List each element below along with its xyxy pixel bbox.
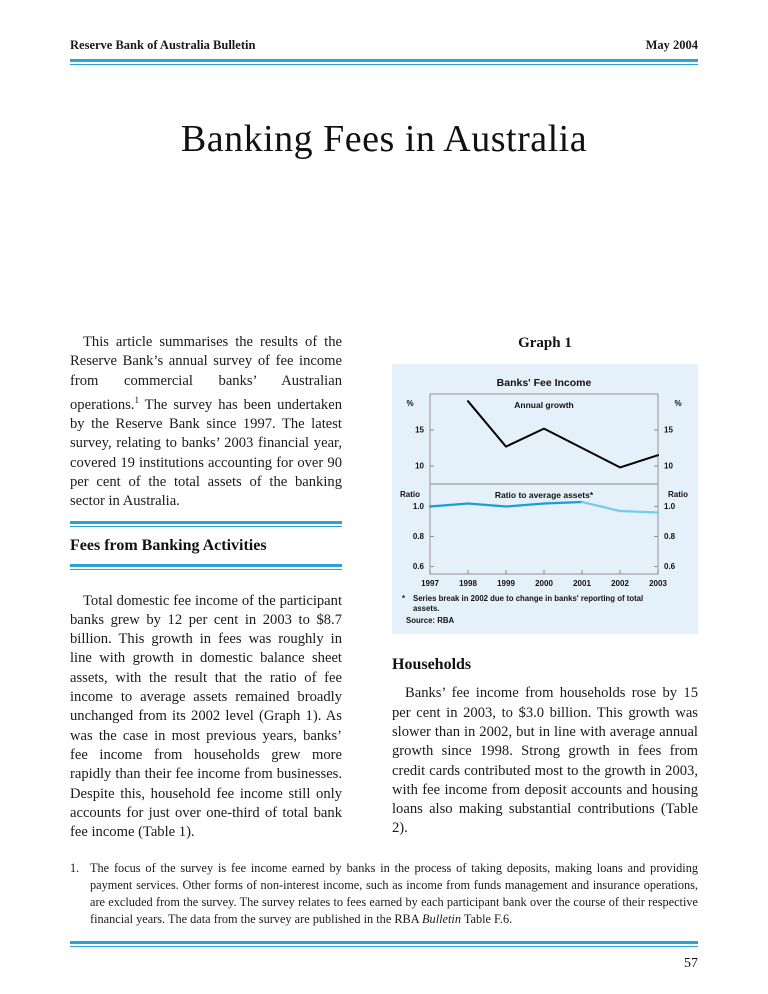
section-rule-top: [70, 521, 342, 527]
header-date: May 2004: [645, 38, 698, 52]
section-rule-bottom-thin: [70, 569, 342, 570]
footer-rule-thick: [70, 941, 698, 944]
header-rule-thick: [70, 59, 698, 62]
households-paragraph: Banks’ fee income from households rose by 15 per cent in 2003, to $3.0 billion. This growth was slower than in 2002, but in line with average annual growth since 1998. Strong growth in fees from credit cards contributed most to the growth in 2003, with fee income from deposit accounts and housing loans also making substantial contributions (Table 2).: [392, 685, 698, 837]
y-tick-label-right: 10: [664, 461, 673, 471]
x-tick-label: 1999: [497, 579, 515, 588]
section-heading: Fees from Banking Activities: [70, 536, 267, 554]
chart-footnote: [402, 594, 648, 614]
graph-caption: Graph 1: [518, 335, 572, 351]
y-tick-label-left: 0.8: [412, 532, 424, 542]
chart-title: Banks' Fee Income: [496, 377, 592, 389]
page-footnote: [70, 860, 698, 927]
two-column-body: [70, 333, 698, 842]
section-rule-bottom-thick: [70, 564, 342, 567]
article-title: Banking Fees in Australia: [180, 118, 588, 160]
footnote-italic-word: Bulletin: [422, 911, 461, 926]
page-number: 57: [684, 955, 698, 971]
footnote-text-1: The focus of the survey is fee income earned by banks in the process of taking deposits, making loans and providing payment services. Other forms of non-interest income, such as income from funds management and insurance operations, are excluded from the survey. The survey relates to fees earned by each participant bank over the course of their respective financial years. The data from the survey are published in the RBA: [90, 861, 698, 926]
y-tick-label-left: 15: [415, 425, 424, 435]
x-tick-label: 2003: [649, 579, 667, 588]
section-rule-bottom: [70, 564, 342, 570]
panel2-unit-left: Ratio: [400, 490, 420, 499]
x-tick-label: 1998: [459, 579, 477, 588]
households-heading: Households: [392, 656, 472, 674]
series-line: [582, 502, 658, 513]
chart-source: Source: RBA: [406, 616, 455, 626]
panel2-unit-right: Ratio: [668, 490, 688, 499]
section-rule-top-thick: [70, 521, 342, 524]
intro-text-1: This article summarises the results of the Reserve Bank’s annual survey of fee income from commercial banks’ Australian operations.: [70, 334, 342, 413]
intro-paragraph: [70, 333, 342, 512]
y-tick-label-right: 15: [664, 425, 673, 435]
header-rule: [70, 59, 698, 65]
panel1-unit-right: %: [674, 399, 682, 408]
footnote-marker: 1.: [70, 861, 80, 876]
x-tick-label: 1997: [421, 579, 439, 588]
panel1-label: Annual growth: [514, 400, 574, 410]
footer-rule-thin: [70, 946, 698, 947]
page-header: [70, 38, 698, 53]
y-tick-label-left: 1.0: [412, 502, 424, 512]
banks-fee-income-chart: [392, 364, 698, 634]
footnote-text: [90, 860, 698, 927]
x-tick-label: 2002: [611, 579, 629, 588]
chart-footnotes: [392, 593, 698, 628]
section-paragraph: Total domestic fee income of the participant banks grew by 12 per cent in 2003 to $8.7 billion. This growth in fees was roughly in line with growth in domestic balance sheet assets, with the result that the ratio of fee income to average assets remained broadly unchanged from its 2002 level (Graph 1). As was the case in most previous years, banks’ fee income from households grew more rapidly than their fee income from businesses. Despite this, household fee income still only accounts for just over one-third of total bank fee income (Table 1).: [70, 592, 342, 841]
x-tick-label: 2000: [535, 579, 553, 588]
x-tick-label: 2001: [573, 579, 591, 588]
chart-footnote-marker: *: [402, 594, 406, 603]
section-rule-top-thin: [70, 526, 342, 527]
footnote-text-2: Table F.6.: [460, 911, 513, 926]
chart-footnote-text: Series break in 2002 due to change in banks' reporting of total assets.: [413, 594, 644, 614]
y-tick-label-left: 10: [415, 461, 424, 471]
y-tick-label-right: 0.6: [664, 562, 676, 572]
right-column: [392, 333, 698, 842]
y-tick-label-left: 0.6: [412, 562, 424, 572]
panel1-unit-left: %: [406, 399, 414, 408]
y-tick-label-right: 0.8: [664, 532, 676, 542]
footnote-reference: 1: [134, 394, 139, 405]
footer-rule: [70, 941, 698, 947]
header-journal-title: Reserve Bank of Australia Bulletin: [70, 38, 256, 52]
y-tick-label-right: 1.0: [664, 502, 676, 512]
series-line: [468, 401, 658, 467]
header-rule-thin: [70, 64, 698, 65]
panel2-label: Ratio to average assets*: [494, 490, 594, 500]
intro-text-2: The survey has been undertaken by the Reserve Bank since 1997. The latest survey, relating to banks’ 2003 financial year, covered 19 institutions accounting for over 90 per cent of the total assets of the banking sector in Australia.: [70, 396, 342, 510]
series-line: [430, 502, 582, 507]
left-column: [70, 333, 342, 842]
chart-canvas: [392, 368, 696, 593]
